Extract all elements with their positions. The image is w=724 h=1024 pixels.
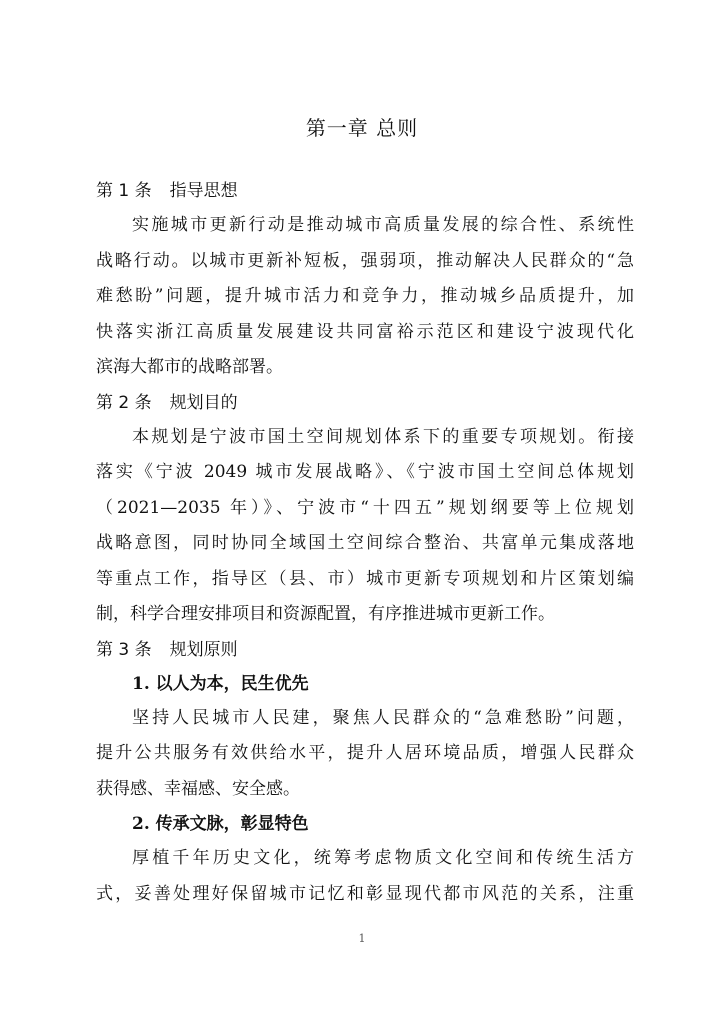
article-3-number: 第 3 条 (96, 639, 152, 660)
paragraph-line: 式，妥善处理好保留城市记忆和彰显现代都市风范的关系，注重 (96, 883, 634, 904)
paragraph-line: 坚持人民城市人民建，聚焦人民群众的“急难愁盼”问题， (132, 707, 634, 728)
article-1-number: 第 1 条 (96, 181, 152, 201)
article-2-title: 规划目的 (169, 392, 238, 413)
article-1-heading (96, 174, 634, 208)
paragraph-line: （2021—2035 年）》、宁波市“十四五”规划纲要等上位规划 (96, 497, 634, 518)
article-2-paragraph (96, 420, 634, 633)
paragraph-line: 滨海大都市的战略部署。 (96, 357, 283, 377)
paragraph-line: 实施城市更新行动是推动城市高质量发展的综合性、系统性 (132, 215, 634, 235)
principle-1-title: 1. 以人为本，民生优先 (132, 673, 309, 694)
page-number: 1 (358, 932, 366, 945)
paragraph-line: 制，科学合理安排项目和资源配置，有序推进城市更新工作。 (96, 604, 555, 624)
article-3-title: 规划原则 (169, 639, 238, 660)
article-1-title: 指导思想 (169, 181, 238, 201)
paragraph-line: 落实《宁波 2049 城市发展战略》、《宁波市国土空间总体规划 (96, 462, 634, 482)
paragraph-line: 获得感、幸福感、安全感。 (96, 778, 300, 799)
principle-2-title: 2. 传承文脉，彰显特色 (132, 814, 309, 834)
paragraph-line: 战略意图，同时协同全域国土空间综合整治、共富单元集成落地 (96, 533, 634, 553)
paragraph-line: 快落实浙江高质量发展建设共同富裕示范区和建设宁波现代化 (96, 321, 634, 342)
paragraph-line: 厚植千年历史文化，统筹考虑物质文化空间和传统生活方 (132, 848, 634, 868)
paragraph-line: 难愁盼”问题，提升城市活力和竞争力，推动城乡品质提升，加 (96, 286, 634, 306)
principle-1-paragraph (96, 701, 634, 808)
chapter-title: 第一章 总则 (305, 116, 419, 140)
article-3-heading (96, 633, 634, 667)
article-2-heading (96, 386, 634, 420)
paragraph-line: 本规划是宁波市国土空间规划体系下的重要专项规划。衔接 (132, 426, 634, 447)
paragraph-line: 提升公共服务有效供给水平，提升人居环境品质，增强人民群众 (96, 743, 634, 763)
paragraph-line: 等重点工作，指导区（县、市）城市更新专项规划和片区策划编 (96, 568, 634, 589)
paragraph-line: 战略行动。以城市更新补短板，强弱项，推动解决人民群众的“急 (96, 250, 634, 271)
article-2-number: 第 2 条 (96, 392, 152, 413)
principle-2-paragraph (96, 841, 634, 912)
article-1-paragraph (96, 208, 634, 386)
body-text (96, 174, 634, 912)
